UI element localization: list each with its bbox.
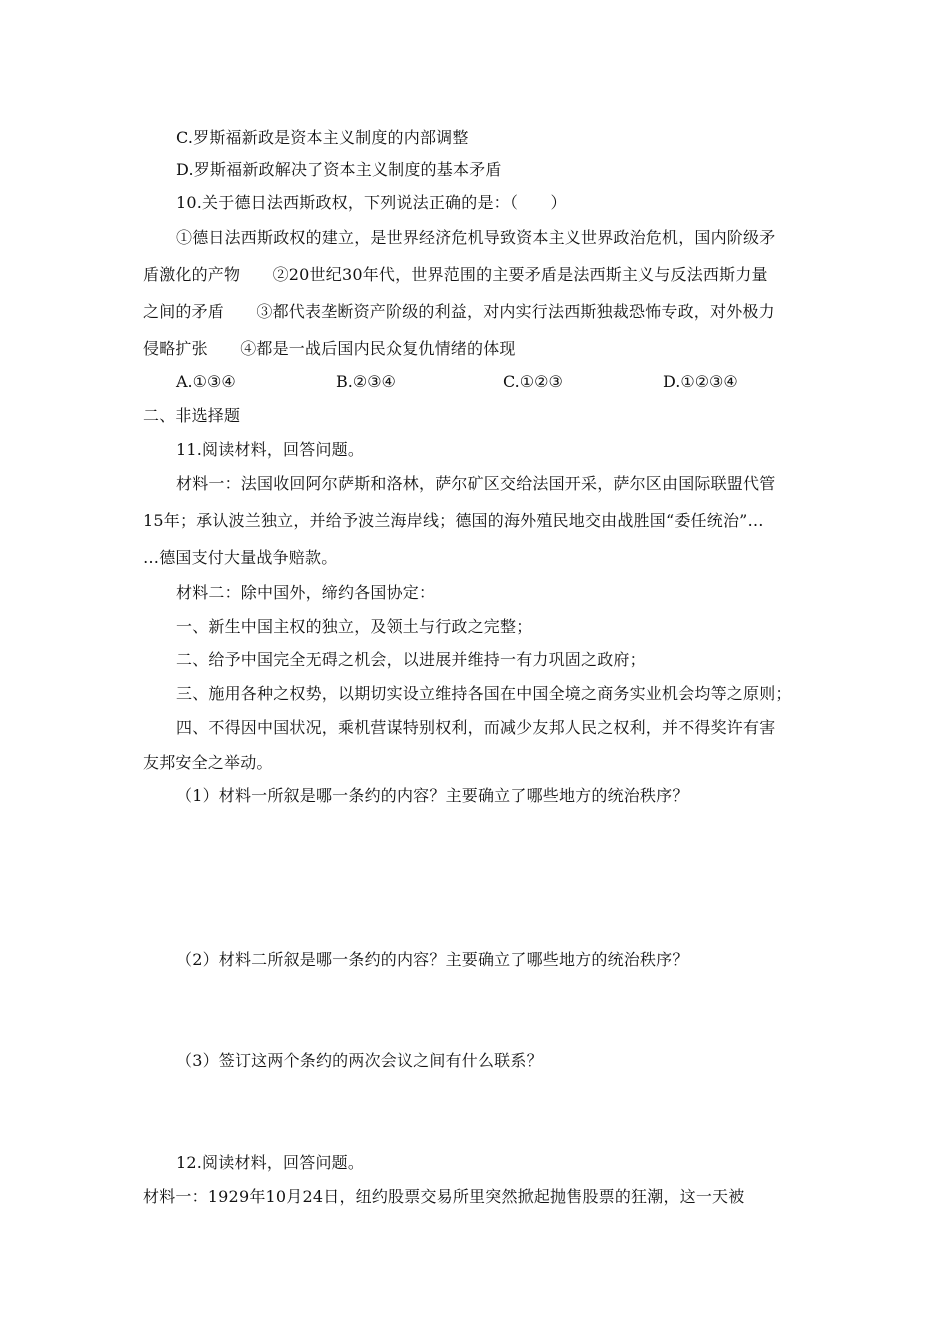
q11-material2-item: 四、不得因中国状况，乘机营谋特别权利，而减少友邦人民之权利，并不得奖许有害 <box>176 718 776 737</box>
q12-material1-line: 材料一：1929年10月24日，纽约股票交易所里突然掀起抛售股票的狂潮，这一天被 <box>143 1187 745 1206</box>
q11-material1-line: …德国支付大量战争赔款。 <box>143 548 338 567</box>
q10-option-c: C.①②③ <box>503 372 563 391</box>
q11-material2-intro: 材料二：除中国外，缔约各国协定： <box>176 583 436 602</box>
q11-sub-question-1: （1）材料一所叙是哪一条约的内容？主要确立了哪些地方的统治秩序？ <box>176 786 689 805</box>
q10-statement-line: 侵略扩张 ④都是一战后国内民众复仇情绪的体现 <box>143 339 516 358</box>
q10-option-a: A.①③④ <box>176 372 236 391</box>
section-heading: 二、非选择题 <box>143 406 241 425</box>
q11-sub-question-3: （3）签订这两个条约的两次会议之间有什么联系？ <box>176 1051 543 1070</box>
q11-material2-item: 二、给予中国完全无碍之机会，以进展并维持一有力巩固之政府； <box>176 650 646 669</box>
q10-option-b: B.②③④ <box>336 372 396 391</box>
q10-statement-line: ①德日法西斯政权的建立，是世界经济危机导致资本主义世界政治危机，国内阶级矛 <box>176 228 776 247</box>
q10-statement-line: 之间的矛盾 ③都代表垄断资产阶级的利益，对内实行法西斯独裁恐怖专政，对外极力 <box>143 302 775 321</box>
q11-material1-line: 材料一：法国收回阿尔萨斯和洛林，萨尔矿区交给法国开采，萨尔区由国际联盟代管 <box>176 474 776 493</box>
q10-option-d: D.①②③④ <box>663 372 738 391</box>
q12-stem: 12.阅读材料，回答问题。 <box>176 1153 365 1172</box>
q11-material2-item: 一、新生中国主权的独立，及领土与行政之完整； <box>176 617 533 636</box>
q11-sub-question-2: （2）材料二所叙是哪一条约的内容？主要确立了哪些地方的统治秩序？ <box>176 950 689 969</box>
q9-option-c: C.罗斯福新政是资本主义制度的内部调整 <box>176 128 469 147</box>
q9-option-d: D.罗斯福新政解决了资本主义制度的基本矛盾 <box>176 160 502 179</box>
q11-material1-line: 15年；承认波兰独立，并给予波兰海岸线；德国的海外殖民地交由战胜国“委任统治”… <box>143 511 764 530</box>
q10-statement-line: 盾激化的产物 ②20世纪30年代，世界范围的主要矛盾是法西斯主义与反法西斯力量 <box>143 265 768 284</box>
q11-material2-tail: 友邦安全之举动。 <box>143 753 273 772</box>
q11-material2-item: 三、施用各种之权势，以期切实设立维持各国在中国全境之商务实业机会均等之原则； <box>176 684 792 703</box>
q11-stem: 11.阅读材料，回答问题。 <box>176 440 365 459</box>
q10-stem: 10.关于德日法西斯政权，下列说法正确的是：（ ） <box>176 193 567 212</box>
